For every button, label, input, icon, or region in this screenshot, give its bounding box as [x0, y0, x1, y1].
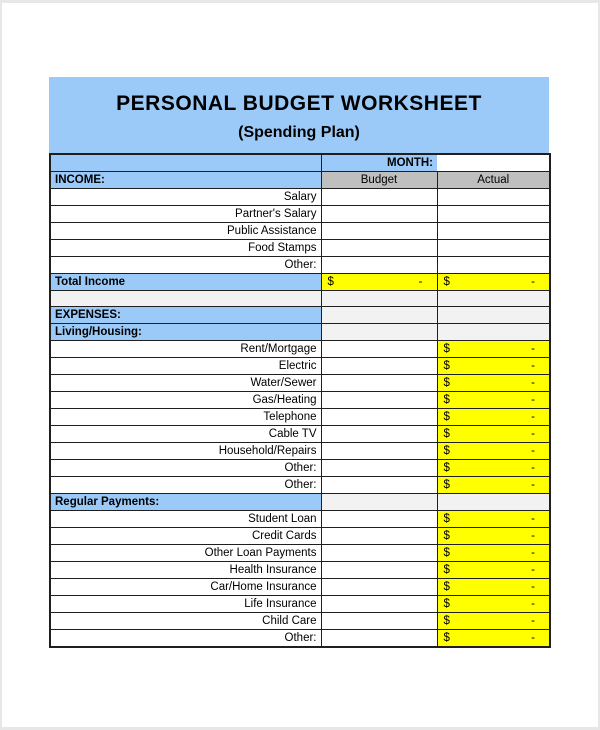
currency-symbol: $	[443, 547, 450, 560]
row-label: Food Stamps	[50, 240, 321, 257]
dash-value: -	[531, 479, 535, 492]
row-label: Partner's Salary	[50, 206, 321, 223]
currency-symbol: $	[327, 276, 334, 288]
currency-symbol: $	[443, 394, 450, 407]
budget-cell[interactable]	[321, 579, 437, 596]
actual-cell[interactable]	[437, 562, 550, 579]
actual-cell[interactable]	[437, 460, 550, 477]
actual-cell[interactable]	[437, 545, 550, 562]
budget-cell[interactable]	[321, 613, 437, 630]
expenses-section-label: EXPENSES:	[50, 307, 321, 324]
actual-cell[interactable]	[437, 596, 550, 613]
actual-cell[interactable]	[437, 189, 550, 206]
dash-value: -	[531, 564, 535, 577]
row-label: Health Insurance	[50, 562, 321, 579]
actual-cell[interactable]	[437, 630, 550, 648]
currency-symbol: $	[443, 276, 450, 288]
currency-symbol: $	[443, 530, 450, 543]
living-housing-header-row	[50, 324, 550, 341]
row-label: Other:	[50, 630, 321, 648]
budget-cell[interactable]	[321, 630, 437, 648]
spacer-cell	[321, 494, 437, 511]
currency-symbol: $	[443, 445, 450, 458]
dash-value: -	[531, 360, 535, 373]
dash-value: -	[531, 581, 535, 594]
budget-cell[interactable]	[321, 562, 437, 579]
spacer-cell	[321, 307, 437, 324]
actual-cell[interactable]	[437, 426, 550, 443]
income-row-other	[50, 257, 550, 274]
dash-value: -	[531, 377, 535, 390]
actual-cell[interactable]	[437, 613, 550, 630]
budget-column-header: Budget	[321, 172, 437, 189]
currency-symbol: $	[443, 581, 450, 594]
dash-value: -	[531, 615, 535, 628]
total-income-budget-cell[interactable]	[321, 274, 437, 291]
actual-cell[interactable]	[437, 341, 550, 358]
spacer-row	[50, 291, 550, 307]
actual-cell[interactable]	[437, 358, 550, 375]
expense-row-child-care	[50, 613, 550, 630]
expense-row-other-2	[50, 477, 550, 494]
month-label: MONTH:	[321, 154, 437, 172]
expense-row-household-repairs	[50, 443, 550, 460]
actual-cell[interactable]	[437, 223, 550, 240]
dash-value: -	[531, 411, 535, 424]
page-subtitle: (Spending Plan)	[238, 124, 360, 141]
spacer-cell	[437, 291, 550, 307]
row-label: Credit Cards	[50, 528, 321, 545]
row-label: Cable TV	[50, 426, 321, 443]
budget-cell[interactable]	[321, 189, 437, 206]
budget-cell[interactable]	[321, 409, 437, 426]
expense-row-rent-mortgage	[50, 341, 550, 358]
expense-row-car-home-insurance	[50, 579, 550, 596]
currency-symbol: $	[443, 428, 450, 441]
budget-cell[interactable]	[321, 358, 437, 375]
currency-symbol: $	[443, 564, 450, 577]
budget-cell[interactable]	[321, 257, 437, 274]
income-header-row	[50, 172, 550, 189]
actual-cell[interactable]	[437, 392, 550, 409]
dash-value: -	[531, 394, 535, 407]
row-label: Telephone	[50, 409, 321, 426]
spacer-cell	[437, 324, 550, 341]
expense-row-water-sewer	[50, 375, 550, 392]
row-label: Other:	[50, 460, 321, 477]
dash-value: -	[531, 428, 535, 441]
actual-cell[interactable]	[437, 579, 550, 596]
dash-value: -	[531, 343, 535, 356]
worksheet-header	[49, 77, 549, 153]
expense-row-telephone	[50, 409, 550, 426]
budget-cell[interactable]	[321, 426, 437, 443]
income-row-salary	[50, 189, 550, 206]
budget-cell[interactable]	[321, 477, 437, 494]
dash-value: -	[531, 632, 535, 645]
row-label: Rent/Mortgage	[50, 341, 321, 358]
actual-cell[interactable]	[437, 206, 550, 223]
budget-cell[interactable]	[321, 443, 437, 460]
dash-value: -	[418, 276, 423, 288]
currency-symbol: $	[443, 513, 450, 526]
actual-cell[interactable]	[437, 443, 550, 460]
dash-value: -	[531, 445, 535, 458]
budget-cell[interactable]	[321, 545, 437, 562]
expense-row-other-loan-payments	[50, 545, 550, 562]
row-label: Car/Home Insurance	[50, 579, 321, 596]
expense-row-other-3	[50, 630, 550, 648]
dash-value: -	[531, 513, 535, 526]
row-label: Gas/Heating	[50, 392, 321, 409]
dash-value: -	[531, 462, 535, 475]
currency-symbol: $	[443, 632, 450, 645]
income-section-label: INCOME:	[50, 172, 321, 189]
dash-value: -	[531, 598, 535, 611]
row-label: Child Care	[50, 613, 321, 630]
budget-cell[interactable]	[321, 392, 437, 409]
currency-symbol: $	[443, 462, 450, 475]
budget-cell[interactable]	[321, 206, 437, 223]
row-label: Other Loan Payments	[50, 545, 321, 562]
month-input[interactable]	[437, 154, 550, 172]
regular-payments-header-row	[50, 494, 550, 511]
actual-column-header: Actual	[437, 172, 550, 189]
actual-cell[interactable]	[437, 257, 550, 274]
page-title: PERSONAL BUDGET WORKSHEET	[116, 92, 482, 115]
budget-cell[interactable]	[321, 240, 437, 257]
expense-row-other-1	[50, 460, 550, 477]
month-row-spacer	[50, 154, 321, 172]
budget-table	[49, 153, 551, 648]
dash-value: -	[531, 276, 535, 288]
row-label: Student Loan	[50, 511, 321, 528]
currency-symbol: $	[443, 411, 450, 424]
expenses-header-row	[50, 307, 550, 324]
row-label: Other:	[50, 257, 321, 274]
spacer-cell	[437, 494, 550, 511]
currency-symbol: $	[443, 343, 450, 356]
dash-value: -	[531, 530, 535, 543]
budget-worksheet	[49, 77, 549, 648]
row-label: Public Assistance	[50, 223, 321, 240]
regular-payments-section-label: Regular Payments:	[50, 494, 321, 511]
income-row-food-stamps	[50, 240, 550, 257]
income-row-public-assistance	[50, 223, 550, 240]
expense-row-health-insurance	[50, 562, 550, 579]
row-label: Household/Repairs	[50, 443, 321, 460]
row-label: Water/Sewer	[50, 375, 321, 392]
row-label: Electric	[50, 358, 321, 375]
spacer-cell	[437, 307, 550, 324]
budget-cell[interactable]	[321, 596, 437, 613]
expense-row-student-loan	[50, 511, 550, 528]
actual-cell[interactable]	[437, 409, 550, 426]
budget-cell[interactable]	[321, 223, 437, 240]
expense-row-electric	[50, 358, 550, 375]
spacer-cell	[321, 291, 437, 307]
dash-value: -	[531, 547, 535, 560]
currency-symbol: $	[443, 377, 450, 390]
total-income-row	[50, 274, 550, 291]
currency-symbol: $	[443, 615, 450, 628]
actual-cell[interactable]	[437, 477, 550, 494]
budget-cell[interactable]	[321, 511, 437, 528]
spacer-cell	[321, 324, 437, 341]
living-housing-section-label: Living/Housing:	[50, 324, 321, 341]
actual-cell[interactable]	[437, 528, 550, 545]
income-row-partners-salary	[50, 206, 550, 223]
actual-cell[interactable]	[437, 240, 550, 257]
expense-row-life-insurance	[50, 596, 550, 613]
row-label: Life Insurance	[50, 596, 321, 613]
total-income-label: Total Income	[50, 274, 321, 291]
row-label: Other:	[50, 477, 321, 494]
expense-row-cable-tv	[50, 426, 550, 443]
expense-row-gas-heating	[50, 392, 550, 409]
currency-symbol: $	[443, 598, 450, 611]
month-row	[50, 154, 550, 172]
spacer-cell	[50, 291, 321, 307]
budget-cell[interactable]	[321, 460, 437, 477]
expense-row-credit-cards	[50, 528, 550, 545]
total-income-actual-cell[interactable]	[437, 274, 550, 291]
actual-cell[interactable]	[437, 511, 550, 528]
currency-symbol: $	[443, 360, 450, 373]
budget-cell[interactable]	[321, 341, 437, 358]
budget-cell[interactable]	[321, 375, 437, 392]
budget-cell[interactable]	[321, 528, 437, 545]
row-label: Salary	[50, 189, 321, 206]
actual-cell[interactable]	[437, 375, 550, 392]
currency-symbol: $	[443, 479, 450, 492]
